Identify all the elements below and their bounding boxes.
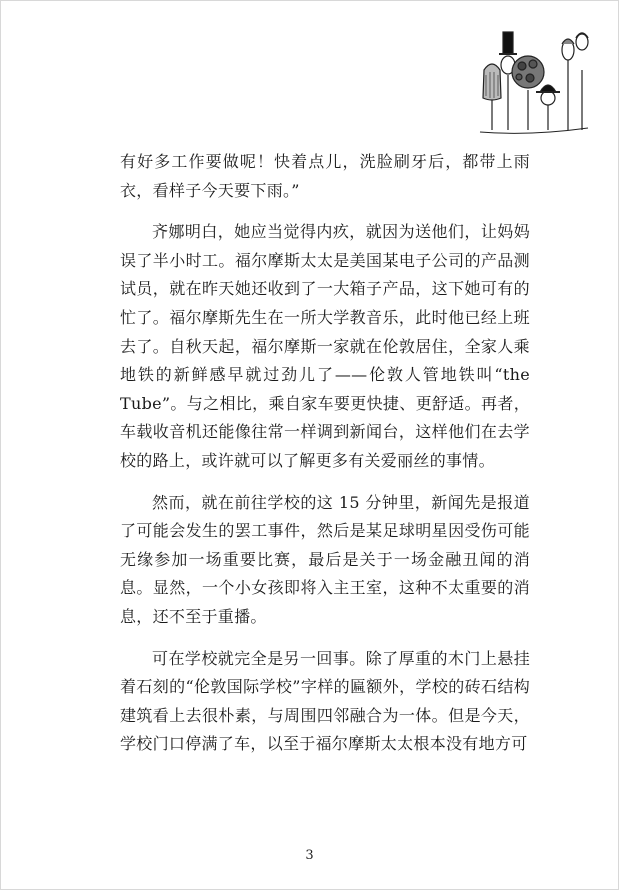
hats-on-stands-icon bbox=[470, 20, 595, 140]
paragraph: 齐娜明白，她应当觉得内疚，就因为送他们，让妈妈误了半小时工。福尔摩斯太太是美国某电子公司的产品测试员，就在昨天她还收到了一大箱子产品，这下她可有的忙了。福尔摩斯先生在一所大学教音乐，此时他已经上班去了。自秋天起，福尔摩斯一家就在伦敦居住，全家人乘地铁的新鲜感早就过劲儿了——伦敦人管地铁叫“the Tube”。与之相比，乘自家车要更快捷、更舒适。再者，车载收音机还能像往常一样调到新闻台，这样他们在去学校的路上，或许就可以了解更多有关爱丽丝的事情。 bbox=[120, 222, 530, 470]
paragraph: 然而，就在前往学校的这 15 分钟里，新闻先是报道了可能会发生的罢工事件，然后是某足球明星因受伤可能无缘参加一场重要比赛，最后是关于一场金融丑闻的消息。显然，一个小女孩即将入主王室，这种不太重要的消息，还不至于重播。 bbox=[120, 492, 530, 626]
chapter-body-text bbox=[120, 148, 530, 772]
paragraph: 有好多工作要做呢！快着点儿，洗脸刷牙后，都带上雨衣，看样子今天要下雨。” bbox=[120, 152, 530, 200]
paragraph: 可在学校就完全是另一回事。除了厚重的木门上悬挂着石刻的“伦敦国际学校”字样的匾额外，学校的砖石结构建筑看上去很朴素，与周围四邻融合为一体。但是今天，学校门口停满了车，以至于福尔摩斯太太根本没有地方可 bbox=[120, 648, 530, 754]
page-number: 3 bbox=[305, 848, 314, 863]
